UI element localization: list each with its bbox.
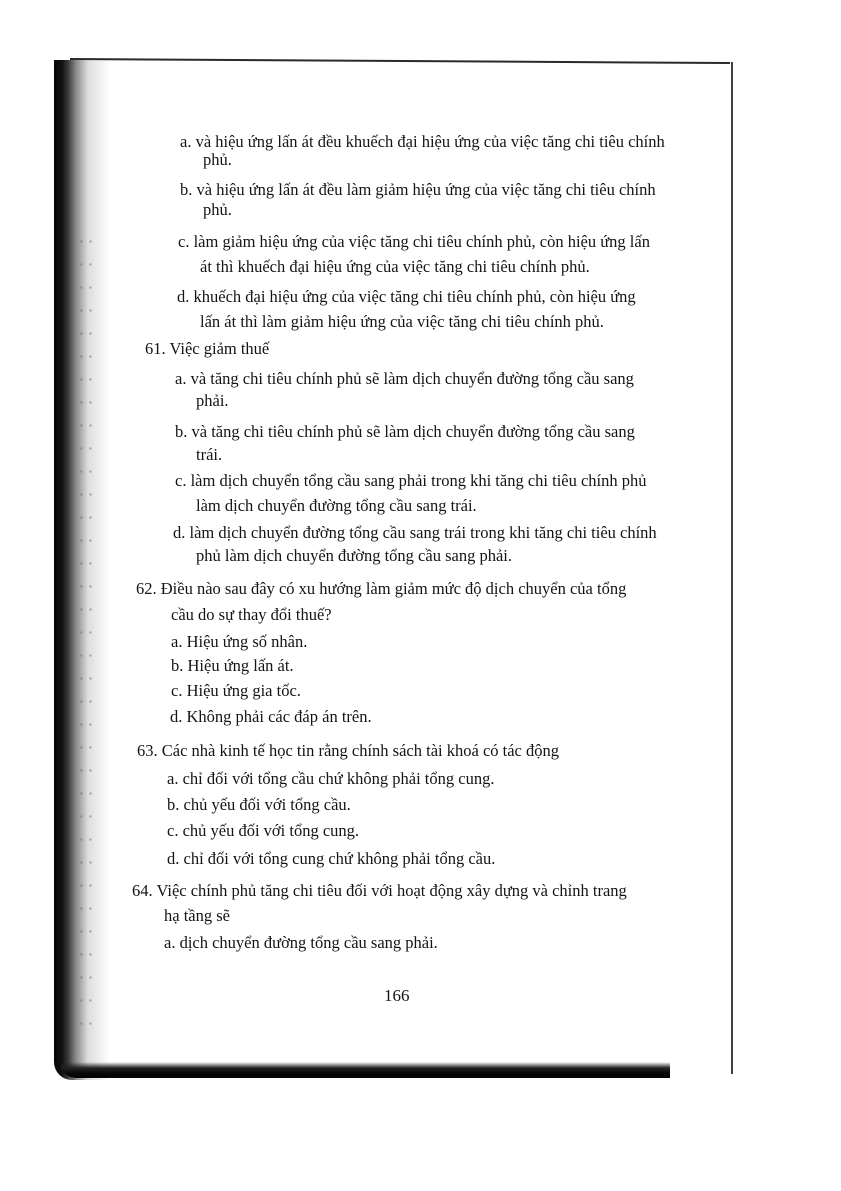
q61-option-c: c. làm dịch chuyển tổng cầu sang phải trong khi tăng chi tiêu chính phủ <box>175 471 647 490</box>
q60-option-b: b. và hiệu ứng lấn át đều làm giảm hiệu ứng của việc tăng chi tiêu chính <box>180 180 656 199</box>
page-number: 166 <box>384 986 410 1005</box>
q61-option-a: a. và tăng chi tiêu chính phủ sẽ làm dịch chuyển đường tổng cầu sang <box>175 369 634 388</box>
q60-option-c: c. làm giảm hiệu ứng của việc tăng chi tiêu chính phủ, còn hiệu ứng lấn <box>178 232 650 251</box>
q61-option-d: d. làm dịch chuyển đường tổng cầu sang trái trong khi tăng chi tiêu chính <box>173 523 657 542</box>
q61-option-b: b. và tăng chi tiêu chính phủ sẽ làm dịch chuyển đường tổng cầu sang <box>175 422 635 441</box>
q64-option-a: a. dịch chuyển đường tổng cầu sang phải. <box>164 933 438 952</box>
q60-option-b-cont: phủ. <box>203 200 232 219</box>
q61-option-b-cont: trái. <box>196 445 223 464</box>
q62-option-c: c. Hiệu ứng gia tốc. <box>171 681 301 700</box>
q63-option-b: b. chủ yếu đối với tổng cầu. <box>167 795 351 814</box>
question-62: 62. Điều nào sau đây có xu hướng làm giảm mức độ dịch chuyển của tổng <box>136 579 627 598</box>
q61-option-a-cont: phải. <box>196 391 229 410</box>
q62-option-d: d. Không phải các đáp án trên. <box>170 707 372 726</box>
q61-option-d-cont: phủ làm dịch chuyển đường tổng cầu sang phải. <box>196 546 512 565</box>
question-61: 61. Việc giảm thuế <box>145 339 270 358</box>
q63-option-c: c. chủ yếu đối với tổng cung. <box>167 821 360 840</box>
q62-option-a: a. Hiệu ứng số nhân. <box>171 632 308 651</box>
q62-option-b: b. Hiệu ứng lấn át. <box>171 656 294 675</box>
q61-option-c-cont: làm dịch chuyển đường tổng cầu sang trái. <box>196 496 477 515</box>
q60-option-a: a. và hiệu ứng lấn át đều khuếch đại hiệu ứng của việc tăng chi tiêu chính <box>180 132 665 151</box>
question-63: 63. Các nhà kinh tế học tin rằng chính sách tài khoá có tác động <box>137 741 559 760</box>
q60-option-d: d. khuếch đại hiệu ứng của việc tăng chi tiêu chính phủ, còn hiệu ứng <box>177 287 636 306</box>
question-64: 64. Việc chính phủ tăng chi tiêu đối với hoạt động xây dựng và chỉnh trang <box>132 881 627 900</box>
question-64-cont: hạ tầng sẽ <box>164 906 230 925</box>
q63-option-a: a. chỉ đối với tổng cầu chứ không phải tổng cung. <box>167 769 495 788</box>
q60-option-d-cont: lấn át thì làm giảm hiệu ứng của việc tăng chi tiêu chính phủ. <box>200 312 604 331</box>
q60-option-a-cont: phủ. <box>203 150 232 169</box>
q63-option-d: d. chỉ đối với tổng cung chứ không phải tổng cầu. <box>167 849 496 868</box>
q60-option-c-cont: át thì khuếch đại hiệu ứng của việc tăng chi tiêu chính phủ. <box>200 257 590 276</box>
question-62-cont: cầu do sự thay đổi thuế? <box>171 605 332 624</box>
